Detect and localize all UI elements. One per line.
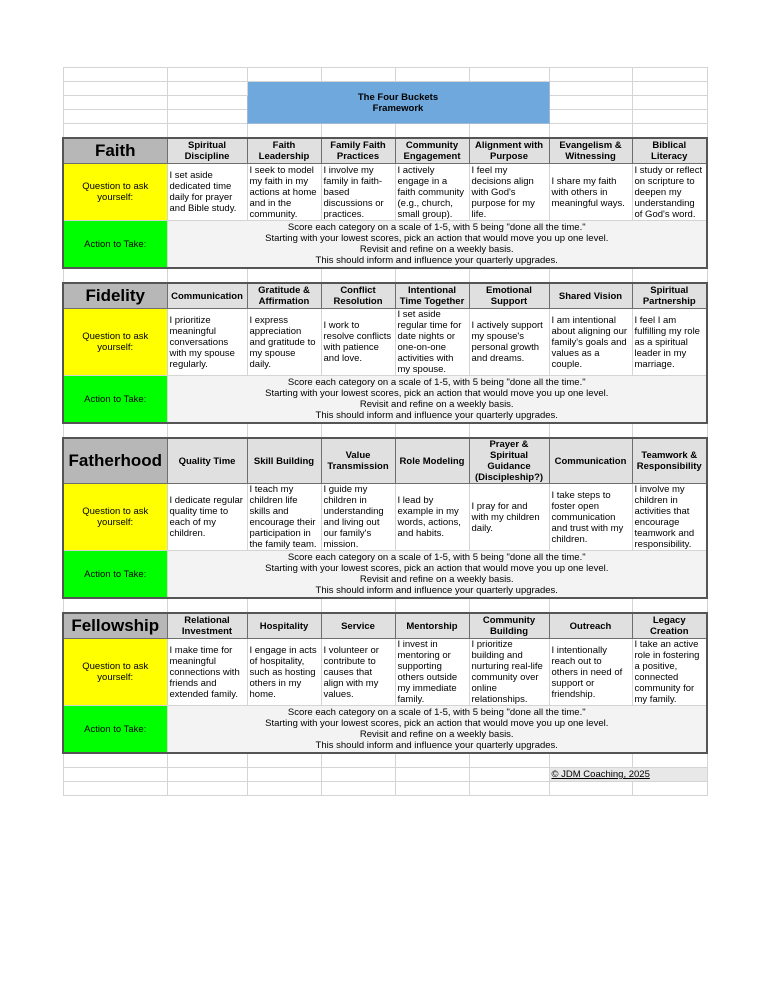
empty-cell <box>63 423 167 438</box>
question-label: Question to ask yourself: <box>63 484 167 551</box>
question-cell: I take steps to foster open communication and trust with my children. <box>549 484 632 551</box>
question-row <box>63 484 707 551</box>
question-label: Question to ask yourself: <box>63 164 167 221</box>
empty-cell <box>167 768 247 782</box>
spacer-row <box>63 268 707 283</box>
bucket-header-row <box>63 438 707 484</box>
action-text-line: Score each category on a scale of 1-5, with 5 being "done all the time." <box>287 222 586 233</box>
question-cell: I invest in mentoring or supporting others outside my immediate family. <box>395 639 469 706</box>
empty-cell <box>632 782 707 796</box>
category-header: Conflict Resolution <box>321 283 395 309</box>
action-text-line: Starting with your lowest scores, pick an action that would move you up one level. <box>265 563 609 574</box>
question-row <box>63 639 707 706</box>
empty-cell <box>632 268 707 283</box>
question-cell: I share my faith with others in meaningful ways. <box>549 164 632 221</box>
question-cell: I feel my decisions align with God's purpose for my life. <box>469 164 549 221</box>
category-header: Community Engagement <box>395 138 469 164</box>
action-row <box>63 706 707 754</box>
category-header: Alignment with Purpose <box>469 138 549 164</box>
category-header: Prayer & Spiritual Guidance (Discipleship?) <box>469 438 549 484</box>
question-cell: I study or reflect on scripture to deepen my understanding of God's word. <box>632 164 707 221</box>
spacer-row <box>63 753 707 768</box>
empty-cell <box>167 423 247 438</box>
action-text <box>167 376 707 424</box>
empty-cell <box>247 782 321 796</box>
question-cell: I seek to model my faith in my actions at home and in the community. <box>247 164 321 221</box>
empty-cell <box>63 268 167 283</box>
action-text-line: Score each category on a scale of 1-5, with 5 being "done all the time." <box>287 707 586 718</box>
empty-cell <box>321 768 395 782</box>
empty-cell <box>167 598 247 613</box>
question-cell: I set aside regular time for date nights or one-on-one activities with my spouse. <box>395 309 469 376</box>
question-cell: I dedicate regular quality time to each of my children. <box>167 484 247 551</box>
category-header: Service <box>321 613 395 639</box>
category-header: Teamwork & Responsibility <box>632 438 707 484</box>
empty-cell <box>167 753 247 768</box>
empty-cell <box>321 423 395 438</box>
empty-cell <box>549 268 632 283</box>
action-label: Action to Take: <box>63 706 167 754</box>
bucket-header-row <box>63 613 707 639</box>
category-header: Shared Vision <box>549 283 632 309</box>
spacer-row <box>63 124 707 139</box>
action-text-line: Starting with your lowest scores, pick an action that would move you up one level. <box>265 388 609 399</box>
category-header: Gratitude & Affirmation <box>247 283 321 309</box>
question-cell: I engage in acts of hospitality, such as hosting others in my home. <box>247 639 321 706</box>
question-cell: I express appreciation and gratitude to my spouse daily. <box>247 309 321 376</box>
category-header: Relational Investment <box>167 613 247 639</box>
category-header: Skill Building <box>247 438 321 484</box>
question-cell: I guide my children in understanding and living out our family's mission. <box>321 484 395 551</box>
category-header: Mentorship <box>395 613 469 639</box>
empty-cell <box>63 598 167 613</box>
empty-cell <box>247 268 321 283</box>
empty-cell <box>247 423 321 438</box>
question-cell: I work to resolve conflicts with patience and love. <box>321 309 395 376</box>
empty-cell <box>469 423 549 438</box>
question-cell: I make time for meaningful connections with friends and extended family. <box>167 639 247 706</box>
empty-cell <box>167 782 247 796</box>
empty-cell <box>395 268 469 283</box>
action-text-line: Starting with your lowest scores, pick an action that would move you up one level. <box>265 233 609 244</box>
action-text-line: Revisit and refine on a weekly basis. <box>359 244 514 255</box>
empty-cell <box>632 598 707 613</box>
category-header: Communication <box>167 283 247 309</box>
empty-cell <box>632 423 707 438</box>
bucket-name: Fatherhood <box>63 438 167 484</box>
spacer-row <box>63 82 707 96</box>
empty-cell <box>63 753 167 768</box>
title-line-2: Framework <box>372 102 424 114</box>
action-text <box>167 221 707 269</box>
category-header: Quality Time <box>167 438 247 484</box>
action-label: Action to Take: <box>63 376 167 424</box>
action-text-line: This should inform and influence your quarterly upgrades. <box>315 410 558 421</box>
action-label: Action to Take: <box>63 221 167 269</box>
category-header: Value Transmission <box>321 438 395 484</box>
question-cell: I lead by example in my words, actions, and habits. <box>395 484 469 551</box>
empty-cell <box>321 753 395 768</box>
action-text-line: Score each category on a scale of 1-5, with 5 being "done all the time." <box>287 377 586 388</box>
action-text-line: This should inform and influence your quarterly upgrades. <box>315 585 558 596</box>
bucket-name: Faith <box>63 138 167 164</box>
action-text <box>167 706 707 754</box>
action-text-line: Score each category on a scale of 1-5, with 5 being "done all the time." <box>287 552 586 563</box>
empty-cell <box>469 268 549 283</box>
action-row <box>63 221 707 269</box>
empty-cell <box>395 423 469 438</box>
action-text <box>167 551 707 599</box>
empty-cell <box>469 768 549 782</box>
question-cell: I involve my family in faith-based discussions or practices. <box>321 164 395 221</box>
empty-cell <box>469 598 549 613</box>
bucket-name: Fellowship <box>63 613 167 639</box>
empty-cell <box>63 782 167 796</box>
empty-cell <box>469 782 549 796</box>
empty-cell <box>247 598 321 613</box>
action-label: Action to Take: <box>63 551 167 599</box>
question-row <box>63 309 707 376</box>
question-cell: I feel I am fulfilling my role as a spiritual leader in my marriage. <box>632 309 707 376</box>
question-cell: I volunteer or contribute to causes that align with my values. <box>321 639 395 706</box>
category-header: Role Modeling <box>395 438 469 484</box>
category-header: Hospitality <box>247 613 321 639</box>
question-cell: I prioritize meaningful conversations with my spouse regularly. <box>167 309 247 376</box>
empty-cell <box>549 753 632 768</box>
empty-cell <box>247 753 321 768</box>
category-header: Evangelism & Witnessing <box>549 138 632 164</box>
action-row <box>63 551 707 599</box>
action-text-line: Starting with your lowest scores, pick an action that would move you up one level. <box>265 718 609 729</box>
bucket-header-row <box>63 138 707 164</box>
copyright-link[interactable]: © JDM Coaching, 2025 <box>549 768 707 782</box>
spacer-row <box>63 598 707 613</box>
spacer-row <box>63 423 707 438</box>
category-header: Spiritual Discipline <box>167 138 247 164</box>
category-header: Family Faith Practices <box>321 138 395 164</box>
framework-sheet <box>62 67 708 796</box>
empty-cell <box>167 268 247 283</box>
question-cell: I actively support my spouse's personal growth and dreams. <box>469 309 549 376</box>
action-text-line: Revisit and refine on a weekly basis. <box>359 399 514 410</box>
empty-cell <box>469 753 549 768</box>
category-header: Community Building <box>469 613 549 639</box>
question-label: Question to ask yourself: <box>63 309 167 376</box>
footer-row <box>63 768 707 782</box>
empty-cell <box>549 782 632 796</box>
category-header: Legacy Creation <box>632 613 707 639</box>
question-cell: I am intentional about aligning our family's goals and values as a couple. <box>549 309 632 376</box>
title-line-1: The Four Buckets <box>357 91 439 103</box>
empty-cell <box>247 768 321 782</box>
question-cell: I set aside dedicated time daily for prayer and Bible study. <box>167 164 247 221</box>
question-cell: I take an active role in fostering a positive, connected community for my family. <box>632 639 707 706</box>
category-header: Intentional Time Together <box>395 283 469 309</box>
empty-cell <box>395 768 469 782</box>
spacer-row <box>63 68 707 82</box>
question-cell: I actively engage in a faith community (e.g., church, small group). <box>395 164 469 221</box>
question-cell: I pray for and with my children daily. <box>469 484 549 551</box>
empty-cell <box>321 782 395 796</box>
empty-cell <box>321 268 395 283</box>
action-row <box>63 376 707 424</box>
action-text-line: Revisit and refine on a weekly basis. <box>359 729 514 740</box>
empty-cell <box>395 598 469 613</box>
empty-cell <box>549 423 632 438</box>
page-title <box>247 82 549 124</box>
category-header: Outreach <box>549 613 632 639</box>
question-cell: I prioritize building and nurturing real-life community over online relationships. <box>469 639 549 706</box>
question-label: Question to ask yourself: <box>63 639 167 706</box>
empty-cell <box>63 768 167 782</box>
action-text-line: This should inform and influence your quarterly upgrades. <box>315 740 558 751</box>
category-header: Biblical Literacy <box>632 138 707 164</box>
category-header: Communication <box>549 438 632 484</box>
question-cell: I intentionally reach out to others in need of support or friendship. <box>549 639 632 706</box>
action-text-line: This should inform and influence your quarterly upgrades. <box>315 255 558 266</box>
empty-cell <box>395 753 469 768</box>
bucket-name: Fidelity <box>63 283 167 309</box>
empty-cell <box>632 753 707 768</box>
category-header: Faith Leadership <box>247 138 321 164</box>
empty-cell <box>321 598 395 613</box>
empty-cell <box>395 782 469 796</box>
category-header: Emotional Support <box>469 283 549 309</box>
action-text-line: Revisit and refine on a weekly basis. <box>359 574 514 585</box>
empty-cell <box>549 598 632 613</box>
question-row <box>63 164 707 221</box>
category-header: Spiritual Partnership <box>632 283 707 309</box>
bucket-header-row <box>63 283 707 309</box>
sheet-body <box>63 68 707 796</box>
question-cell: I teach my children life skills and encourage their participation in the family team. <box>247 484 321 551</box>
question-cell: I involve my children in activities that encourage teamwork and responsibility. <box>632 484 707 551</box>
spacer-row <box>63 782 707 796</box>
